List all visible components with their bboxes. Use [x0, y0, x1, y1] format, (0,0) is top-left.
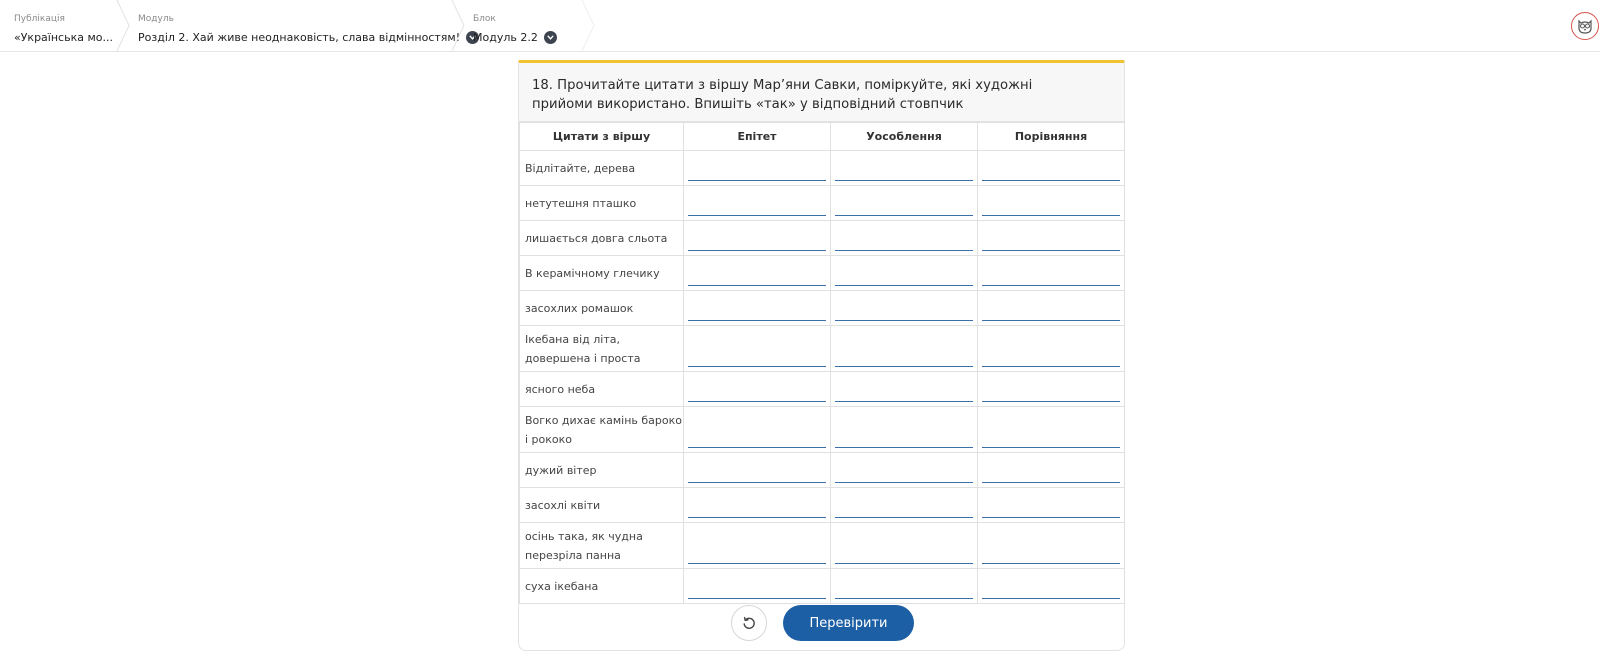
column-header-personification: Уособлення [831, 123, 978, 151]
breadcrumb-separator [581, 0, 595, 51]
table-row [520, 453, 1125, 488]
quote-cell: лишається довга сльота [520, 221, 684, 256]
table-row [520, 256, 1125, 291]
answer-cell [978, 453, 1125, 488]
answer-cell [684, 221, 831, 256]
epithet-input[interactable] [688, 229, 826, 251]
action-bar [519, 598, 1124, 648]
breadcrumb-block[interactable] [459, 0, 589, 51]
task-title: 18. Прочитайте цитати з віршу Мар’яни Савки, поміркуйте, які художні прийоми використано. Впишіть «так» у відповідний стовпчик [532, 78, 1033, 112]
comparison-input[interactable] [982, 345, 1120, 367]
answer-cell [978, 291, 1125, 326]
personification-input[interactable] [835, 345, 973, 367]
answer-cell [684, 407, 831, 453]
epithet-input[interactable] [688, 380, 826, 402]
answer-cell [978, 372, 1125, 407]
quote-cell: Ікебана від літа, довершена і проста [520, 326, 684, 372]
answer-cell [684, 453, 831, 488]
answer-cell [978, 523, 1125, 569]
comparison-input[interactable] [982, 426, 1120, 448]
column-header-epithet: Епітет [684, 123, 831, 151]
personification-input[interactable] [835, 159, 973, 181]
epithet-input[interactable] [688, 194, 826, 216]
comparison-input[interactable] [982, 159, 1120, 181]
table-row [520, 151, 1125, 186]
personification-input[interactable] [835, 496, 973, 518]
epithet-input[interactable] [688, 299, 826, 321]
answer-cell [831, 221, 978, 256]
answer-cell [831, 326, 978, 372]
answer-cell [978, 256, 1125, 291]
exercise-card [518, 60, 1125, 651]
reset-button[interactable] [731, 605, 767, 641]
breadcrumb-module-value-wrap [138, 31, 479, 44]
personification-input[interactable] [835, 461, 973, 483]
answer-cell [978, 488, 1125, 523]
answer-cell [978, 186, 1125, 221]
quote-cell: засохлих ромашок [520, 291, 684, 326]
top-navigation-bar [0, 0, 1600, 52]
quote-cell: засохлі квіти [520, 488, 684, 523]
answer-cell [831, 186, 978, 221]
personification-input[interactable] [835, 299, 973, 321]
table-row [520, 372, 1125, 407]
quote-cell: Відлітайте, дерева [520, 151, 684, 186]
epithet-input[interactable] [688, 345, 826, 367]
answer-cell [831, 291, 978, 326]
task-header [519, 63, 1124, 122]
comparison-input[interactable] [982, 380, 1120, 402]
answer-cell [831, 256, 978, 291]
quote-cell: осінь така, як чудна перезріла панна [520, 523, 684, 569]
comparison-input[interactable] [982, 299, 1120, 321]
quote-cell: Вогко дихає камінь бароко і рококо [520, 407, 684, 453]
epithet-input[interactable] [688, 461, 826, 483]
answer-cell [831, 523, 978, 569]
chevron-down-icon[interactable] [544, 31, 557, 44]
personification-input[interactable] [835, 380, 973, 402]
epithet-input[interactable] [688, 542, 826, 564]
table-row [520, 186, 1125, 221]
personification-input[interactable] [835, 229, 973, 251]
breadcrumb-module[interactable] [124, 0, 459, 51]
answer-table [519, 122, 1125, 604]
answer-cell [978, 407, 1125, 453]
answer-cell [831, 453, 978, 488]
quote-cell: В керамічному глечику [520, 256, 684, 291]
breadcrumb-block-label: Блок [473, 14, 496, 24]
answer-cell [831, 407, 978, 453]
answer-cell [978, 326, 1125, 372]
breadcrumb-publication-label: Публікація [14, 14, 65, 24]
check-button[interactable]: Перевірити [783, 605, 914, 641]
personification-input[interactable] [835, 264, 973, 286]
personification-input[interactable] [835, 577, 973, 599]
answer-cell [831, 488, 978, 523]
comparison-input[interactable] [982, 542, 1120, 564]
personification-input[interactable] [835, 426, 973, 448]
quote-cell: дужий вітер [520, 453, 684, 488]
breadcrumb-block-value-wrap [473, 31, 557, 44]
answer-cell [831, 372, 978, 407]
breadcrumb-publication[interactable] [0, 0, 124, 51]
personification-input[interactable] [835, 194, 973, 216]
comparison-input[interactable] [982, 229, 1120, 251]
column-header-comparison: Порівняння [978, 123, 1125, 151]
table-row [520, 291, 1125, 326]
answer-cell [684, 151, 831, 186]
epithet-input[interactable] [688, 426, 826, 448]
table-row [520, 221, 1125, 256]
comparison-input[interactable] [982, 264, 1120, 286]
table-header-row [520, 123, 1125, 151]
answer-cell [978, 221, 1125, 256]
answer-cell [684, 186, 831, 221]
table-row [520, 326, 1125, 372]
answer-cell [684, 372, 831, 407]
epithet-input[interactable] [688, 159, 826, 181]
answer-cell [684, 523, 831, 569]
comparison-input[interactable] [982, 194, 1120, 216]
quote-cell: суха ікебана [520, 569, 684, 604]
epithet-input[interactable] [688, 577, 826, 599]
answer-cell [684, 256, 831, 291]
epithet-input[interactable] [688, 496, 826, 518]
comparison-input[interactable] [982, 577, 1120, 599]
owl-avatar-icon[interactable] [1571, 12, 1599, 40]
answer-cell [684, 326, 831, 372]
answer-cell [684, 291, 831, 326]
breadcrumb-module-label: Модуль [138, 14, 174, 24]
table-row [520, 488, 1125, 523]
table-row [520, 407, 1125, 453]
answer-cell [978, 151, 1125, 186]
answer-cell [684, 488, 831, 523]
breadcrumb-publication-value: «Українська мо... [14, 31, 113, 44]
answer-cell [831, 151, 978, 186]
quote-cell: нетутешня пташко [520, 186, 684, 221]
personification-input[interactable] [835, 542, 973, 564]
breadcrumb-module-value: Розділ 2. Хай живе неоднаковість, слава відмінностям! [138, 31, 461, 44]
reset-icon [742, 616, 756, 630]
table-row [520, 523, 1125, 569]
comparison-input[interactable] [982, 461, 1120, 483]
breadcrumb-block-value: Модуль 2.2 [473, 31, 538, 44]
comparison-input[interactable] [982, 496, 1120, 518]
quote-cell: ясного неба [520, 372, 684, 407]
column-header-quotes: Цитати з віршу [520, 123, 684, 151]
epithet-input[interactable] [688, 264, 826, 286]
